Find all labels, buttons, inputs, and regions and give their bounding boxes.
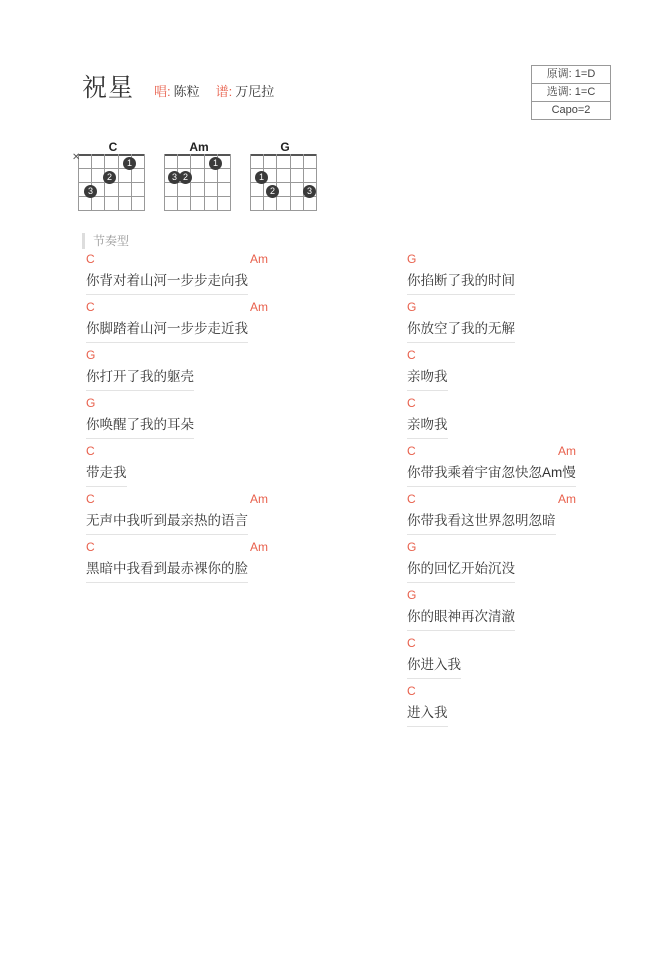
chord-marker: C [407,636,416,650]
chord-finger-dot: 3 [84,185,97,198]
lyric-line [86,540,376,583]
lyric-line [407,684,657,727]
fretboard-nut [164,154,231,156]
chord-row [407,396,657,415]
lyric-line [86,252,376,295]
chord-marker: C [86,252,95,266]
chord-finger-dot: 2 [266,185,279,198]
lyric-line [407,444,657,487]
chord-row [407,540,657,559]
fretboard-nut [250,154,317,156]
lyric-line [86,492,376,535]
singer-value: 陈粒 [173,84,200,99]
lyric-line [86,444,376,487]
chord-row [407,252,657,271]
fretboard-fret [164,196,231,197]
chord-row [86,252,376,271]
singer-label: 唱: [154,84,171,99]
lyric-line [407,588,657,631]
capo-position: Capo=2 [551,104,591,116]
chord-marker: G [407,300,417,314]
page-header [82,68,290,104]
chord-marker: C [407,444,416,458]
chord-finger-dot: 2 [179,171,192,184]
chord-row [86,300,376,319]
chord-marker: C [86,444,95,458]
page-title: 祝星 [82,74,135,102]
chord-marker: C [86,540,95,554]
song-meta [154,81,290,100]
chord-marker: C [407,684,416,698]
lyric-line [86,348,376,391]
chord-marker: G [86,396,96,410]
fretboard-fret [78,210,145,211]
chord-finger-dot: 1 [123,157,136,170]
lyrics-column-right [407,252,657,732]
lyric-text: 进入我 [407,703,448,727]
chord-fretboard [78,154,145,210]
lyric-text: 你掐断了我的时间 [407,271,515,295]
chord-row [407,636,657,655]
lyric-text: 亲吻我 [407,367,448,391]
chord-row [407,588,657,607]
lyric-line [407,300,657,343]
chord-row [407,300,657,319]
lyric-text: 带走我 [86,463,127,487]
lyric-line [407,540,657,583]
chord-name: Am [189,140,209,154]
fretboard-fret [250,210,317,211]
chord-marker: Am [250,252,268,266]
fretboard-fret [164,210,231,211]
lyric-line [407,396,657,439]
chord-marker: Am [558,444,576,458]
lyric-text: 你的眼神再次清澈 [407,607,515,631]
chord-row [86,348,376,367]
chord-marker: Am [250,540,268,554]
rhythm-pattern-label: 节奏型 [82,233,129,249]
chord-marker: C [86,492,95,506]
lyric-text: 黑暗中我看到最赤裸你的脸 [86,559,248,583]
fretboard-nut [78,154,145,156]
lyric-text: 你背对着山河一步步走向我 [86,271,248,295]
chord-marker: G [407,540,417,554]
chord-marker: C [407,492,416,506]
chord-diagram [72,140,158,210]
chord-finger-dot: 1 [255,171,268,184]
chord-marker: G [86,348,96,362]
chord-marker: G [407,252,417,266]
lyric-text: 你打开了我的躯壳 [86,367,194,391]
chord-name: G [280,140,290,154]
original-key: 原调: 1=D [532,66,610,84]
lyric-line [407,348,657,391]
lyric-text: 你放空了我的无解 [407,319,515,343]
chord-marker: G [407,588,417,602]
play-key: 选调: 1=C [532,84,610,102]
chord-row [407,492,657,511]
chord-name: C [108,140,118,154]
arranger-value: 万尼拉 [235,84,275,99]
fretboard-fret [78,168,145,169]
chord-marker: Am [558,492,576,506]
lyric-text: 你脚踏着山河一步步走近我 [86,319,248,343]
lyric-line [86,396,376,439]
chord-row [86,540,376,559]
chord-diagram [244,140,330,210]
chord-finger-dot: 3 [303,185,316,198]
chord-marker: C [86,300,95,314]
lyrics-column-left [86,252,376,588]
chord-marker: Am [250,492,268,506]
chord-fretboard [250,154,317,210]
chord-row [86,444,376,463]
chord-row [86,396,376,415]
chord-finger-dot: 1 [209,157,222,170]
chord-row [407,444,657,463]
key-info-box [531,65,611,120]
lyric-text: 亲吻我 [407,415,448,439]
fretboard-fret [250,168,317,169]
lyric-text: 你唤醒了我的耳朵 [86,415,194,439]
arranger-label: 谱: [215,84,233,99]
chord-row [407,348,657,367]
lyric-text: 无声中我听到最亲热的语言 [86,511,248,535]
chord-fretboard [164,154,231,210]
chord-diagram-group [72,140,330,210]
lyric-text: 你带我看这世界忽明忽暗 [407,511,556,535]
lyric-text: 你的回忆开始沉没 [407,559,515,583]
lyric-line [86,300,376,343]
chord-row [407,684,657,703]
muted-string-icon: ✕ [72,152,81,163]
lyric-line [407,492,657,535]
chord-diagram [158,140,244,210]
fretboard-fret [164,168,231,169]
chord-row [86,492,376,511]
chord-finger-dot: 2 [103,171,116,184]
lyric-line [407,636,657,679]
chord-marker: Am [250,300,268,314]
lyric-text: 你进入我 [407,655,461,679]
lyric-line [407,252,657,295]
chord-marker: C [407,348,416,362]
lyric-text: 你带我乘着宇宙忽快忽Am慢 [407,463,576,487]
chord-finger-dot: 3 [168,171,181,184]
chord-marker: C [407,396,416,410]
